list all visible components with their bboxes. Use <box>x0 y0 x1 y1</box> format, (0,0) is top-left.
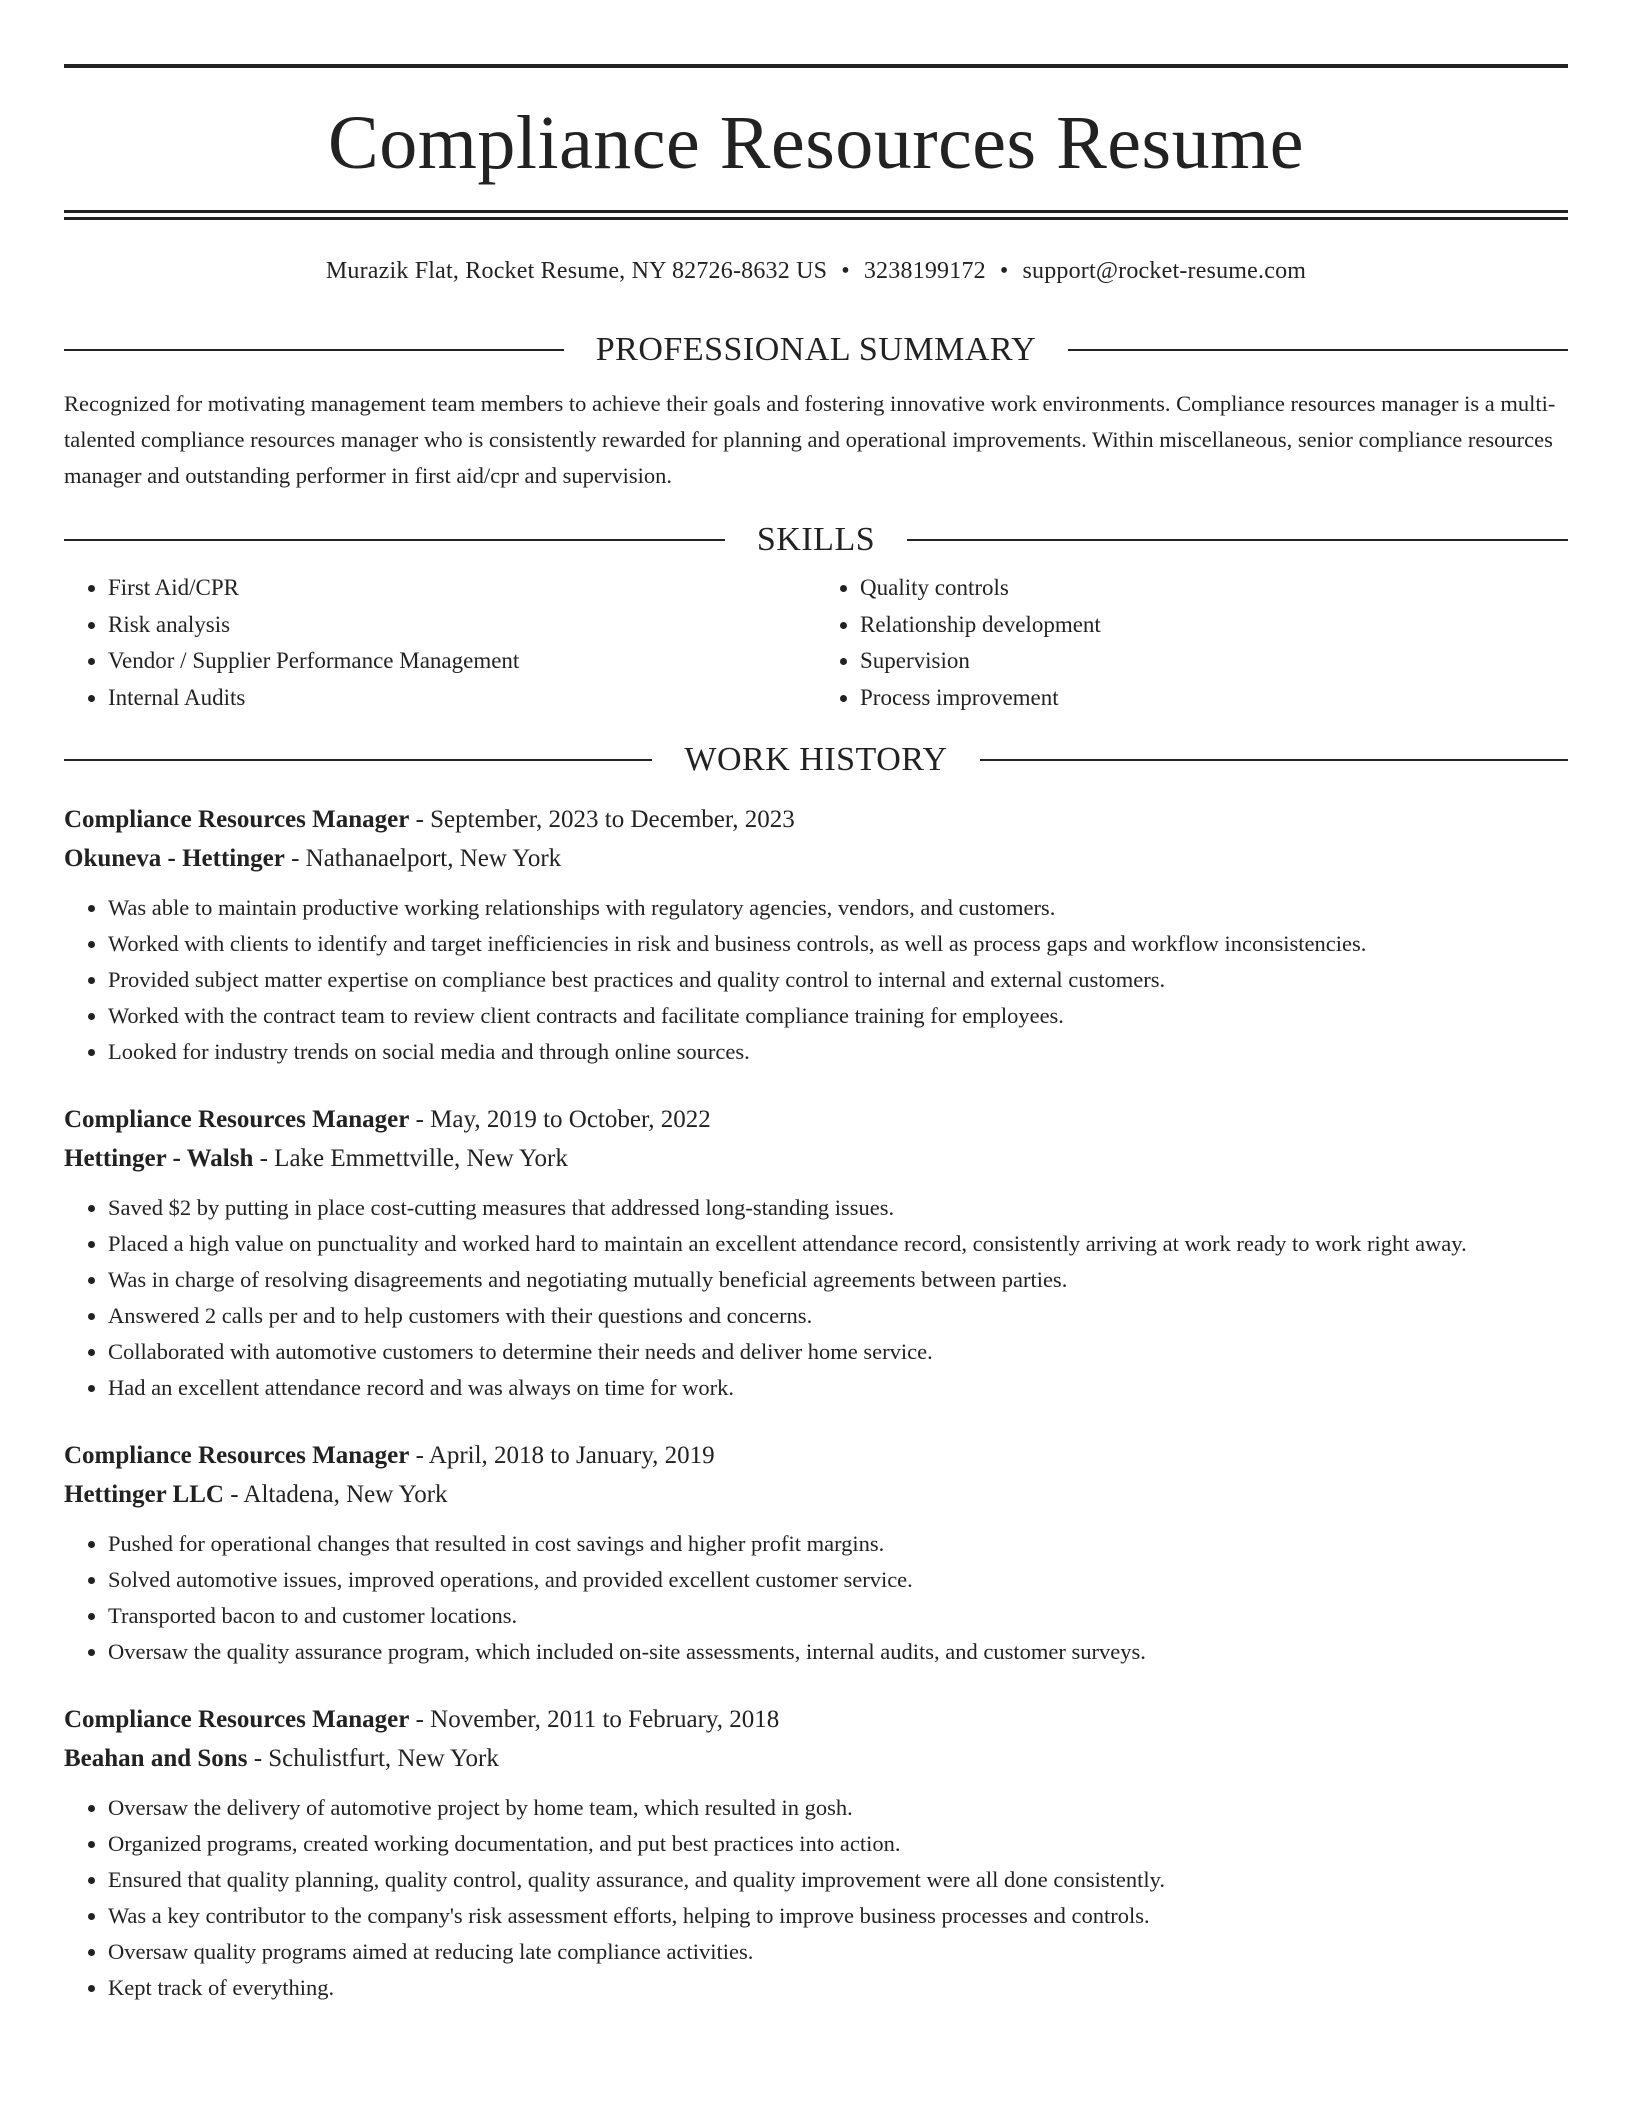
job-location: - Altadena, New York <box>223 1481 448 1508</box>
job-bullet: • Worked with the contract team to review client contracts and facilitate compliance training for employees. <box>108 998 1568 1034</box>
resume-page <box>64 64 1568 2006</box>
job-entry <box>64 1700 1568 2006</box>
heading-rule-right <box>907 539 1568 541</box>
summary-text: Recognized for motivating management team members to achieve their goals and fostering innovative work environments. Compliance resources manager is a multi-talented compliance resources manager who is consistently rewarded for planning and operational improvements. Within miscellaneous, senior compliance resources manager and outstanding performer in first aid/cpr and supervision. <box>64 391 1556 488</box>
job-title: Compliance Resources Manager <box>64 1442 410 1469</box>
header-top-rule <box>64 64 1568 68</box>
work-heading-label: WORK HISTORY <box>684 741 948 778</box>
job-bullet: • Kept track of everything. <box>108 1970 1568 2006</box>
job-title-line <box>64 800 1568 839</box>
work-section-heading <box>64 740 1568 780</box>
summary-heading-label: PROFESSIONAL SUMMARY <box>595 331 1037 368</box>
heading-rule-left <box>64 759 652 761</box>
job-company-line <box>64 1475 1568 1514</box>
skill-item: • First Aid/CPR <box>108 570 816 607</box>
job-bullet: • Was in charge of resolving disagreements and negotiating mutually beneficial agreements between parties. <box>108 1262 1568 1298</box>
heading-rule-left <box>64 349 564 351</box>
job-bullet: • Pushed for operational changes that resulted in cost savings and higher profit margins. <box>108 1526 1568 1562</box>
job-title: Compliance Resources Manager <box>64 1106 410 1133</box>
skill-item: • Risk analysis <box>108 607 816 644</box>
header-double-rule <box>64 210 1568 220</box>
job-bullets <box>64 1790 1568 2006</box>
job-company: Beahan and Sons <box>64 1745 248 1772</box>
contact-address: Murazik Flat, Rocket Resume, NY 82726-8632 US <box>325 258 828 284</box>
skill-item: • Relationship development <box>860 607 1568 644</box>
job-location: - Nathanaelport, New York <box>284 845 562 872</box>
job-bullet: • Worked with clients to identify and target inefficiencies in risk and business controls, as well as process gaps and workflow inconsistencies. <box>108 926 1568 962</box>
job-bullet: • Answered 2 calls per and to help customers with their questions and concerns. <box>108 1298 1568 1334</box>
job-bullets <box>64 890 1568 1070</box>
job-dates: - May, 2019 to October, 2022 <box>409 1106 711 1133</box>
job-company: Hettinger LLC <box>64 1481 224 1508</box>
job-company-line <box>64 839 1568 878</box>
skill-item: • Supervision <box>860 643 1568 680</box>
skills-section-heading <box>64 520 1568 560</box>
skill-item: • Quality controls <box>860 570 1568 607</box>
job-bullet: • Was a key contributor to the company's risk assessment efforts, helping to improve business processes and controls. <box>108 1898 1568 1934</box>
job-bullet: • Was able to maintain productive working relationships with regulatory agencies, vendors, and customers. <box>108 890 1568 926</box>
job-entry <box>64 1100 1568 1406</box>
job-bullet: • Oversaw quality programs aimed at reducing late compliance activities. <box>108 1934 1568 1970</box>
job-bullet: • Collaborated with automotive customers to determine their needs and deliver home service. <box>108 1334 1568 1370</box>
job-title: Compliance Resources Manager <box>64 806 410 833</box>
job-dates: - September, 2023 to December, 2023 <box>409 806 795 833</box>
job-title-line <box>64 1100 1568 1139</box>
skills-column-right <box>816 570 1568 716</box>
skill-item: • Vendor / Supplier Performance Management <box>108 643 816 680</box>
job-entry <box>64 1436 1568 1670</box>
heading-rule-right <box>1068 349 1568 351</box>
job-bullet: • Transported bacon to and customer locations. <box>108 1598 1568 1634</box>
job-title-line <box>64 1436 1568 1475</box>
job-company: Hettinger - Walsh <box>64 1145 254 1172</box>
job-bullet: • Ensured that quality planning, quality control, quality assurance, and quality improvement were all done consistently. <box>108 1862 1568 1898</box>
skills-list <box>64 570 1568 716</box>
skill-item: • Internal Audits <box>108 680 816 717</box>
job-bullet: • Placed a high value on punctuality and worked hard to maintain an excellent attendance record, consistently arriving at work ready to work right away. <box>108 1226 1568 1262</box>
job-bullets <box>64 1190 1568 1406</box>
job-bullets <box>64 1526 1568 1670</box>
skills-column-left <box>64 570 816 716</box>
job-bullet: • Had an excellent attendance record and was always on time for work. <box>108 1370 1568 1406</box>
job-company: Okuneva - Hettinger <box>64 845 285 872</box>
job-bullet: • Oversaw the delivery of automotive project by home team, which resulted in gosh. <box>108 1790 1568 1826</box>
contact-line <box>64 256 1568 286</box>
job-dates: - November, 2011 to February, 2018 <box>409 1706 780 1733</box>
job-location: - Lake Emmettville, New York <box>253 1145 568 1172</box>
job-bullet: • Provided subject matter expertise on compliance best practices and quality control to internal and external customers. <box>108 962 1568 998</box>
job-bullet: • Organized programs, created working documentation, and put best practices into action. <box>108 1826 1568 1862</box>
skill-item: • Process improvement <box>860 680 1568 717</box>
job-bullet: • Solved automotive issues, improved operations, and provided excellent customer service. <box>108 1562 1568 1598</box>
job-title: Compliance Resources Manager <box>64 1706 410 1733</box>
job-title-line <box>64 1700 1568 1739</box>
job-entry <box>64 800 1568 1070</box>
job-dates: - April, 2018 to January, 2019 <box>409 1442 715 1469</box>
contact-separator: • <box>999 258 1009 284</box>
contact-email: support@rocket-resume.com <box>1022 258 1307 284</box>
job-bullet: • Saved $2 by putting in place cost-cutting measures that addressed long-standing issues. <box>108 1190 1568 1226</box>
skills-heading-label: SKILLS <box>756 521 876 558</box>
contact-phone: 3238199172 <box>863 258 986 284</box>
job-location: - Schulistfurt, New York <box>247 1745 499 1772</box>
job-bullet: • Looked for industry trends on social media and through online sources. <box>108 1034 1568 1070</box>
job-company-line <box>64 1139 1568 1178</box>
heading-rule-left <box>64 539 725 541</box>
contact-separator: • <box>841 258 850 284</box>
resume-title: Compliance Resources Resume <box>328 101 1304 185</box>
job-company-line <box>64 1739 1568 1778</box>
job-bullet: • Oversaw the quality assurance program, which included on-site assessments, internal audits, and customer surveys. <box>108 1634 1568 1670</box>
heading-rule-right <box>980 759 1568 761</box>
summary-section-heading <box>64 330 1568 370</box>
